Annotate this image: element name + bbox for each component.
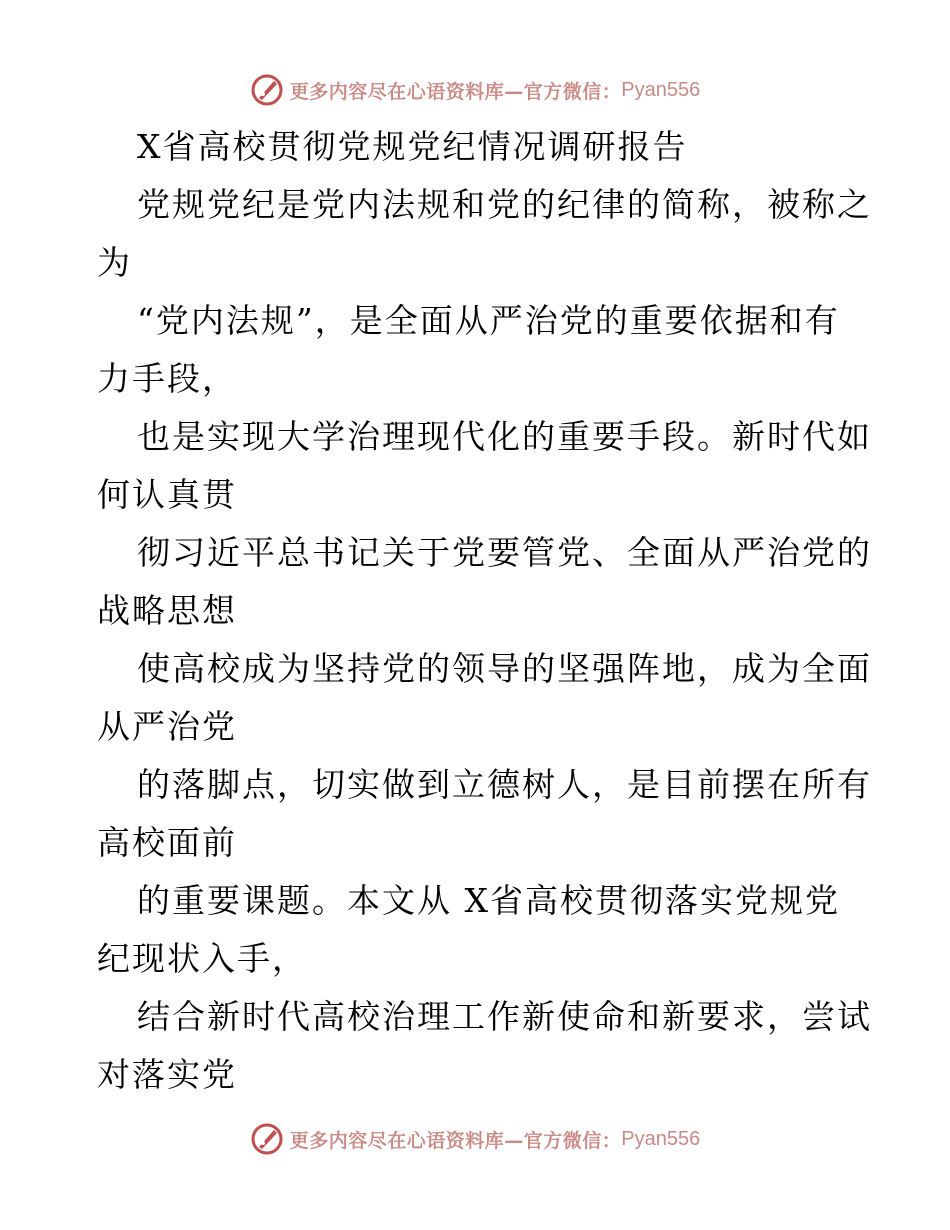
- text-line: 彻习近平总书记关于党要管党、全面从严治党的: [137, 533, 872, 572]
- text-line: “党内法规”，是全面从严治党的重要依据和有: [137, 301, 840, 340]
- text-line: 也是实现大学治理现代化的重要手段。新时代如: [137, 417, 872, 456]
- text-line: 纪现状入手，: [97, 939, 307, 978]
- quill-logo-icon: [250, 1122, 284, 1156]
- text-line: 的重要课题。本文从 X省高校贯彻落实党规党: [137, 881, 840, 920]
- text-line: 结合新时代高校治理工作新使命和新要求，尝试: [137, 997, 872, 1036]
- watermark-id: Pyan556: [621, 1127, 701, 1150]
- document-body: [97, 118, 872, 1104]
- quill-logo-icon: [250, 73, 284, 107]
- text-line: 力手段，: [97, 359, 237, 398]
- text-line: 使高校成为坚持党的领导的坚强阵地，成为全面: [137, 649, 872, 688]
- text-line: 高校面前: [97, 823, 237, 862]
- text-line: 的落脚点，切实做到立德树人，是目前摆在所有: [137, 765, 872, 804]
- watermark-id: Pyan556: [621, 78, 701, 101]
- watermark-footer: [0, 1119, 950, 1159]
- text-line: X省高校贯彻党规党纪情况调研报告: [137, 127, 688, 166]
- watermark-text: 更多内容尽在心语资料库—官方微信：: [289, 80, 622, 103]
- text-line: 党规党纪是党内法规和党的纪律的简称，被称之: [137, 185, 872, 224]
- watermark-header: [0, 70, 950, 110]
- text-line: 战略思想: [97, 591, 237, 630]
- text-line: 为: [97, 243, 132, 282]
- text-line: 对落实党: [97, 1055, 237, 1094]
- text-line: 从严治党: [97, 707, 237, 746]
- text-line: 何认真贯: [97, 475, 237, 514]
- watermark-text: 更多内容尽在心语资料库—官方微信：: [289, 1129, 622, 1152]
